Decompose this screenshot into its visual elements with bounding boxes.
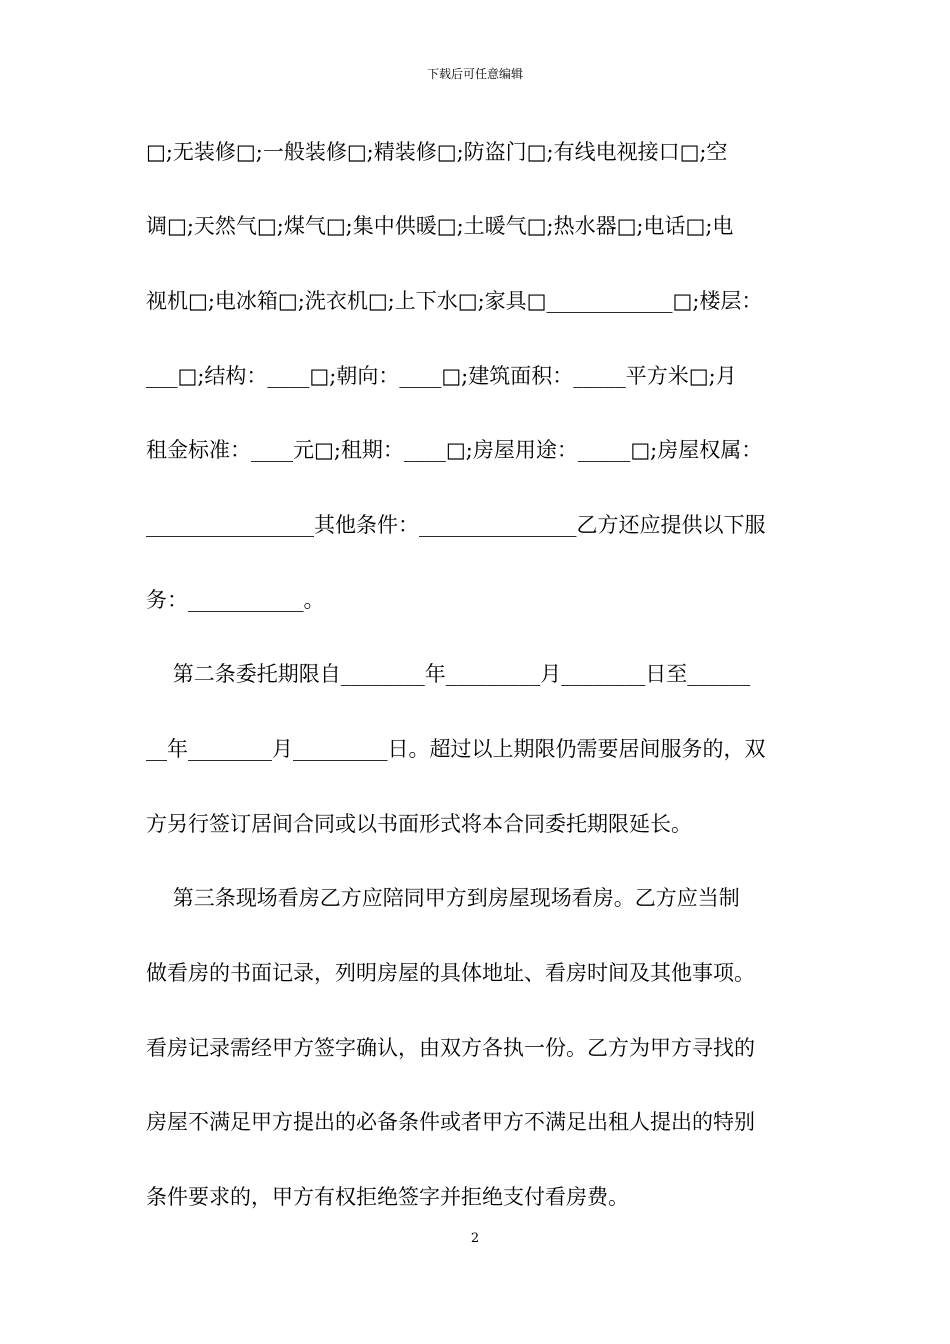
text-line: 第二条委托期限自________年_________月________日至______ — [146, 662, 751, 686]
text-line: 条件要求的，甲方有权拒绝签字并拒绝支付看房费。 — [146, 1185, 629, 1209]
text-line: 房屋不满足甲方提出的必备条件或者甲方不满足出租人提出的特别 — [146, 1110, 755, 1134]
text-line: 视机□;电冰箱□;洗衣机□;上下水□;家具□____________□;楼层： — [146, 289, 763, 313]
text-line: ________________其他条件：_______________乙方还应提供以下服 — [146, 513, 766, 537]
text-line: 看房记录需经甲方签字确认，由双方各执一份。乙方为甲方寻找的 — [146, 1036, 755, 1060]
page-header: 下载后可任意编辑 — [426, 67, 523, 81]
text-line: 做看房的书面记录，列明房屋的具体地址、看房时间及其他事项。 — [146, 961, 755, 985]
text-line: 第三条现场看房乙方应陪同甲方到房屋现场看房。乙方应当制 — [146, 886, 740, 910]
text-line: 方另行签订居间合同或以书面形式将本合同委托期限延长。 — [146, 812, 692, 836]
text-line: □;无装修□;一般装修□;精装修□;防盗门□;有线电视接口□;空 — [146, 140, 728, 164]
text-line: 务：___________。 — [146, 588, 325, 612]
text-line: 租金标准：____元□;租期：____□;房屋用途：_____□;房屋权属： — [146, 438, 763, 462]
text-line: 调□;天然气□;煤气□;集中供暖□;土暖气□;热水器□;电话□;电 — [146, 214, 734, 238]
text-line: __年________月_________日。超过以上期限仍需要居间服务的，双 — [146, 737, 766, 761]
page-number: 2 — [470, 1231, 480, 1246]
text-line: ___□;结构：____□;朝向：____□;建筑面积：_____平方米□;月 — [146, 364, 737, 388]
